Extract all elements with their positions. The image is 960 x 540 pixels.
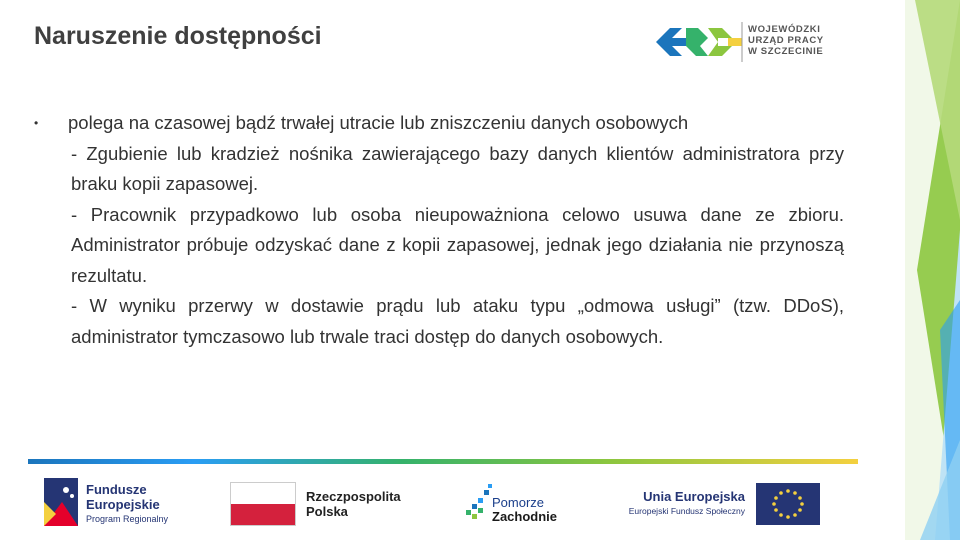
pz-line-1: Pomorze	[492, 495, 545, 510]
slide-title: Naruszenie dostępności	[34, 22, 322, 50]
rzeczpospolita-polska-text	[306, 489, 401, 519]
fe-line-3: Program Regionalny	[86, 514, 169, 524]
example-paragraph-3: - W wyniku przerwy w dostawie prądu lub ataku typu „odmowa usługi” (tzw. DDoS), administrator tymczasowo lub trwale traci dostęp do danych osobowych.	[71, 295, 844, 347]
rp-line-1: Rzeczpospolita	[306, 489, 401, 504]
fundusze-europejskie-text	[86, 482, 168, 527]
ue-line-2: Europejski Fundusz Społeczny	[628, 506, 745, 516]
slide-body	[34, 108, 844, 352]
eu-flag-icon	[756, 483, 820, 525]
wup-logo-text	[748, 24, 824, 57]
pz-line-2: Zachodnie	[492, 509, 558, 524]
pomorze-zachodnie-icon	[462, 480, 496, 526]
footer-divider	[28, 459, 858, 464]
ue-line-1: Unia Europejska	[643, 489, 745, 504]
bullet-item	[34, 108, 844, 139]
bullet-marker: •	[34, 116, 39, 130]
wup-line-1: WOJEWÓDZKI	[748, 24, 821, 35]
bullet-text: polega na czasowej bądź trwałej utracie lub zniszczeniu danych osobowych	[68, 112, 689, 133]
unia-europejska-text	[615, 489, 745, 517]
polish-flag-icon	[230, 482, 296, 526]
rp-line-2: Polska	[306, 504, 348, 519]
example-paragraph-1: - Zgubienie lub kradzież nośnika zawierającego bazy danych klientów administratora przy braku kopii zapasowej.	[71, 142, 844, 194]
fe-line-1: Fundusze	[86, 482, 147, 497]
pomorze-zachodnie-text	[492, 496, 557, 524]
wup-line-3: W SZCZECINIE	[748, 46, 824, 57]
example-paragraph-2: - Pracownik przypadkowo lub osoba nieupoważniona celowo usuwa dane ze zbioru. Administrator próbuje odzyskać dane z kopii zapasowej, jednak jego działania nie przynoszą rezultatu.	[71, 203, 844, 286]
decorative-side-panel	[855, 0, 960, 540]
wup-line-2: URZĄD PRACY	[748, 35, 824, 46]
fe-line-2: Europejskie	[86, 497, 160, 512]
